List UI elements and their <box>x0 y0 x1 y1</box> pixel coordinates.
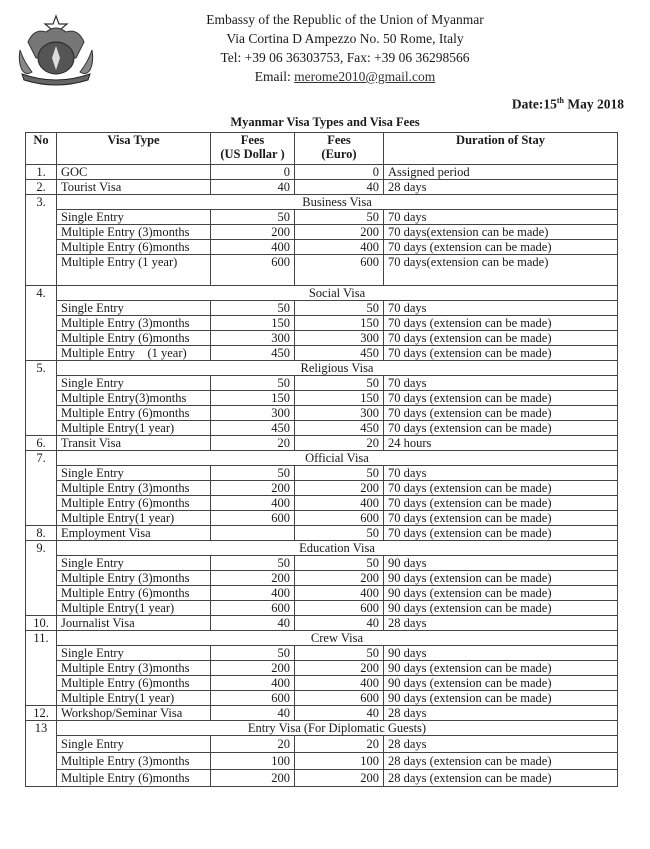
fee-eur: 150 <box>295 391 384 406</box>
visa-subtype: Multiple Entry (6)months <box>57 331 211 346</box>
table-row <box>26 225 618 240</box>
fee-usd: 40 <box>211 616 295 631</box>
fee-eur: 50 <box>295 646 384 661</box>
fee-usd: 300 <box>211 406 295 421</box>
fee-usd: 200 <box>211 571 295 586</box>
fee-eur: 50 <box>295 466 384 481</box>
fee-eur: 200 <box>295 481 384 496</box>
duration: 70 days(extension can be made) <box>384 225 618 240</box>
header-no: No <box>26 133 57 165</box>
fee-eur: 600 <box>295 601 384 616</box>
fee-usd: 600 <box>211 255 295 286</box>
fee-usd: 400 <box>211 586 295 601</box>
fee-eur: 400 <box>295 240 384 255</box>
table-row <box>26 406 618 421</box>
header-visa-type: Visa Type <box>57 133 211 165</box>
fee-usd: 200 <box>211 481 295 496</box>
embassy-address: Via Cortina D Ampezzo No. 50 Rome, Italy <box>226 31 464 46</box>
header-fees-eur-line2: (Euro) <box>321 147 357 161</box>
fee-usd: 600 <box>211 601 295 616</box>
fee-eur: 50 <box>295 526 384 541</box>
fee-eur: 50 <box>295 376 384 391</box>
fee-eur: 200 <box>295 571 384 586</box>
embassy-name: Embassy of the Republic of the Union of Myanmar <box>206 12 484 27</box>
visa-subtype: Multiple Entry (3)months <box>57 316 211 331</box>
duration: 70 days <box>384 466 618 481</box>
category-row <box>26 451 618 466</box>
row-number: 10. <box>26 616 57 631</box>
table-row <box>26 691 618 706</box>
fee-usd: 300 <box>211 331 295 346</box>
row-number: 2. <box>26 180 57 195</box>
row-number: 12. <box>26 706 57 721</box>
fee-eur: 300 <box>295 331 384 346</box>
visa-type: GOC <box>57 165 211 180</box>
table-row <box>26 391 618 406</box>
visa-subtype: Single Entry <box>57 736 211 753</box>
row-number: 1. <box>26 165 57 180</box>
fee-usd: 0 <box>211 165 295 180</box>
email-link[interactable]: merome2010@gmail.com <box>294 69 436 84</box>
fee-usd: 150 <box>211 391 295 406</box>
duration: 70 days (extension can be made) <box>384 346 618 361</box>
visa-category: Social Visa <box>57 286 618 301</box>
duration: 90 days (extension can be made) <box>384 601 618 616</box>
table-header-row <box>26 133 618 165</box>
fee-usd: 400 <box>211 676 295 691</box>
table-row <box>26 255 618 286</box>
category-row <box>26 721 618 736</box>
row-number: 8. <box>26 526 57 541</box>
fee-usd <box>211 526 295 541</box>
fee-usd: 50 <box>211 556 295 571</box>
table-row <box>26 526 618 541</box>
visa-subtype: Multiple Entry(1 year) <box>57 421 211 436</box>
embassy-email-line <box>150 67 540 86</box>
fee-usd: 50 <box>211 646 295 661</box>
visa-subtype: Multiple Entry (6)months <box>57 406 211 421</box>
duration: 28 days (extension can be made) <box>384 753 618 770</box>
table-row <box>26 556 618 571</box>
duration: 70 days (extension can be made) <box>384 240 618 255</box>
visa-category: Education Visa <box>57 541 618 556</box>
fee-usd: 400 <box>211 240 295 255</box>
visa-subtype: Multiple Entry(3)months <box>57 391 211 406</box>
fee-usd: 40 <box>211 180 295 195</box>
category-row <box>26 541 618 556</box>
fee-usd: 50 <box>211 301 295 316</box>
duration: 70 days (extension can be made) <box>384 526 618 541</box>
fee-eur: 200 <box>295 770 384 787</box>
duration: 70 days (extension can be made) <box>384 391 618 406</box>
duration: 70 days(extension can be made) <box>384 255 618 286</box>
fee-eur: 50 <box>295 301 384 316</box>
duration: 90 days <box>384 556 618 571</box>
visa-subtype: Multiple Entry (1 year) <box>57 255 211 286</box>
visa-subtype: Single Entry <box>57 210 211 225</box>
fee-usd: 200 <box>211 770 295 787</box>
fee-usd: 200 <box>211 225 295 240</box>
fee-eur: 50 <box>295 210 384 225</box>
fee-eur: 200 <box>295 661 384 676</box>
fee-eur: 400 <box>295 586 384 601</box>
table-row <box>26 180 618 195</box>
fee-usd: 50 <box>211 466 295 481</box>
fee-usd: 450 <box>211 421 295 436</box>
duration: 70 days (extension can be made) <box>384 331 618 346</box>
duration: 70 days (extension can be made) <box>384 481 618 496</box>
duration: 70 days <box>384 376 618 391</box>
row-number: 6. <box>26 436 57 451</box>
fee-usd: 200 <box>211 661 295 676</box>
visa-type: Workshop/Seminar Visa <box>57 706 211 721</box>
table-row <box>26 616 618 631</box>
fee-usd: 40 <box>211 706 295 721</box>
letterhead <box>150 10 540 86</box>
visa-subtype: Multiple Entry (3)months <box>57 661 211 676</box>
table-row <box>26 601 618 616</box>
fee-eur: 50 <box>295 556 384 571</box>
visa-category: Business Visa <box>57 195 618 210</box>
table-row <box>26 346 618 361</box>
header-fees-usd-line1: Fees <box>240 133 265 147</box>
fee-usd: 50 <box>211 376 295 391</box>
duration: 70 days <box>384 301 618 316</box>
visa-type: Tourist Visa <box>57 180 211 195</box>
visa-subtype: Single Entry <box>57 646 211 661</box>
table-row <box>26 646 618 661</box>
visa-subtype: Multiple Entry (3)months <box>57 571 211 586</box>
table-row <box>26 661 618 676</box>
visa-type: Employment Visa <box>57 526 211 541</box>
duration: 90 days <box>384 646 618 661</box>
visa-subtype: Multiple Entry (6)months <box>57 496 211 511</box>
table-row <box>26 586 618 601</box>
fee-eur: 200 <box>295 225 384 240</box>
visa-subtype: Multiple Entry (1 year) <box>57 346 211 361</box>
fee-usd: 150 <box>211 316 295 331</box>
visa-type: Transit Visa <box>57 436 211 451</box>
table-row <box>26 165 618 180</box>
category-row <box>26 195 618 210</box>
table-row <box>26 436 618 451</box>
duration: 24 hours <box>384 436 618 451</box>
fee-eur: 400 <box>295 676 384 691</box>
fee-eur: 600 <box>295 511 384 526</box>
visa-fees-table <box>25 132 618 787</box>
duration: 28 days <box>384 180 618 195</box>
row-number: 13 <box>26 721 57 787</box>
visa-subtype: Multiple Entry (6)months <box>57 586 211 601</box>
visa-subtype: Multiple Entry (3)months <box>57 225 211 240</box>
row-number: 11. <box>26 631 57 706</box>
duration: 90 days (extension can be made) <box>384 586 618 601</box>
duration: 28 days <box>384 736 618 753</box>
visa-subtype: Single Entry <box>57 556 211 571</box>
fee-eur: 400 <box>295 496 384 511</box>
table-row <box>26 376 618 391</box>
fee-eur: 300 <box>295 406 384 421</box>
table-row <box>26 571 618 586</box>
fee-usd: 20 <box>211 736 295 753</box>
duration: 70 days (extension can be made) <box>384 496 618 511</box>
visa-subtype: Multiple Entry (3)months <box>57 481 211 496</box>
table-row <box>26 331 618 346</box>
duration: 28 days <box>384 706 618 721</box>
fee-usd: 100 <box>211 753 295 770</box>
email-label: Email: <box>254 69 295 84</box>
visa-subtype: Multiple Entry (3)months <box>57 753 211 770</box>
duration: 90 days (extension can be made) <box>384 661 618 676</box>
header-fees-eur <box>295 133 384 165</box>
visa-subtype: Single Entry <box>57 466 211 481</box>
myanmar-state-emblem-icon <box>14 14 98 86</box>
duration: 28 days (extension can be made) <box>384 770 618 787</box>
row-number: 7. <box>26 451 57 526</box>
table-row <box>26 770 618 787</box>
duration: 70 days (extension can be made) <box>384 316 618 331</box>
duration: 90 days (extension can be made) <box>384 676 618 691</box>
table-row <box>26 753 618 770</box>
fee-eur: 40 <box>295 180 384 195</box>
table-row <box>26 496 618 511</box>
visa-category: Religious Visa <box>57 361 618 376</box>
embassy-phone-fax: Tel: +39 06 36303753, Fax: +39 06 36298566 <box>220 50 470 65</box>
visa-category: Entry Visa (For Diplomatic Guests) <box>57 721 618 736</box>
visa-subtype: Multiple Entry (6)months <box>57 676 211 691</box>
duration: 28 days <box>384 616 618 631</box>
header-fees-usd <box>211 133 295 165</box>
table-row <box>26 466 618 481</box>
fee-eur: 450 <box>295 421 384 436</box>
row-number: 4. <box>26 286 57 361</box>
document-title: Myanmar Visa Types and Visa Fees <box>230 115 420 129</box>
duration: 70 days (extension can be made) <box>384 421 618 436</box>
fee-usd: 50 <box>211 210 295 225</box>
row-number: 9. <box>26 541 57 616</box>
row-number: 3. <box>26 195 57 286</box>
fee-eur: 40 <box>295 706 384 721</box>
visa-subtype: Single Entry <box>57 301 211 316</box>
visa-subtype: Single Entry <box>57 376 211 391</box>
fee-usd: 20 <box>211 436 295 451</box>
table-row <box>26 210 618 225</box>
fee-eur: 0 <box>295 165 384 180</box>
fee-eur: 100 <box>295 753 384 770</box>
visa-category: Crew Visa <box>57 631 618 646</box>
table-row <box>26 676 618 691</box>
duration: 90 days (extension can be made) <box>384 571 618 586</box>
duration: 70 days <box>384 210 618 225</box>
table-row <box>26 481 618 496</box>
table-row <box>26 706 618 721</box>
document-date <box>512 96 624 113</box>
table-row <box>26 316 618 331</box>
fee-eur: 600 <box>295 255 384 286</box>
fee-eur: 450 <box>295 346 384 361</box>
date-month-year: May 2018 <box>564 96 624 112</box>
fee-eur: 20 <box>295 436 384 451</box>
row-number: 5. <box>26 361 57 436</box>
fee-eur: 600 <box>295 691 384 706</box>
table-row <box>26 301 618 316</box>
fee-usd: 450 <box>211 346 295 361</box>
header-duration: Duration of Stay <box>384 133 618 165</box>
fee-usd: 600 <box>211 691 295 706</box>
visa-subtype: Multiple Entry (6)months <box>57 240 211 255</box>
visa-category: Official Visa <box>57 451 618 466</box>
category-row <box>26 361 618 376</box>
fee-usd: 600 <box>211 511 295 526</box>
duration: 70 days (extension can be made) <box>384 406 618 421</box>
fee-usd: 400 <box>211 496 295 511</box>
table-row <box>26 421 618 436</box>
fee-eur: 20 <box>295 736 384 753</box>
header-fees-eur-line1: Fees <box>327 133 351 147</box>
duration: 70 days (extension can be made) <box>384 511 618 526</box>
table-body <box>26 165 618 787</box>
duration: Assigned period <box>384 165 618 180</box>
fee-eur: 150 <box>295 316 384 331</box>
visa-type: Journalist Visa <box>57 616 211 631</box>
table-row <box>26 511 618 526</box>
duration: 90 days (extension can be made) <box>384 691 618 706</box>
visa-subtype: Multiple Entry(1 year) <box>57 511 211 526</box>
visa-subtype: Multiple Entry(1 year) <box>57 691 211 706</box>
date-ordinal: th <box>556 96 564 105</box>
table-row <box>26 736 618 753</box>
category-row <box>26 286 618 301</box>
fee-eur: 40 <box>295 616 384 631</box>
header-fees-usd-line2: (US Dollar ) <box>220 147 285 161</box>
visa-subtype: Multiple Entry (6)months <box>57 770 211 787</box>
visa-subtype: Multiple Entry(1 year) <box>57 601 211 616</box>
date-day: Date:15 <box>511 96 557 112</box>
table-row <box>26 240 618 255</box>
category-row <box>26 631 618 646</box>
